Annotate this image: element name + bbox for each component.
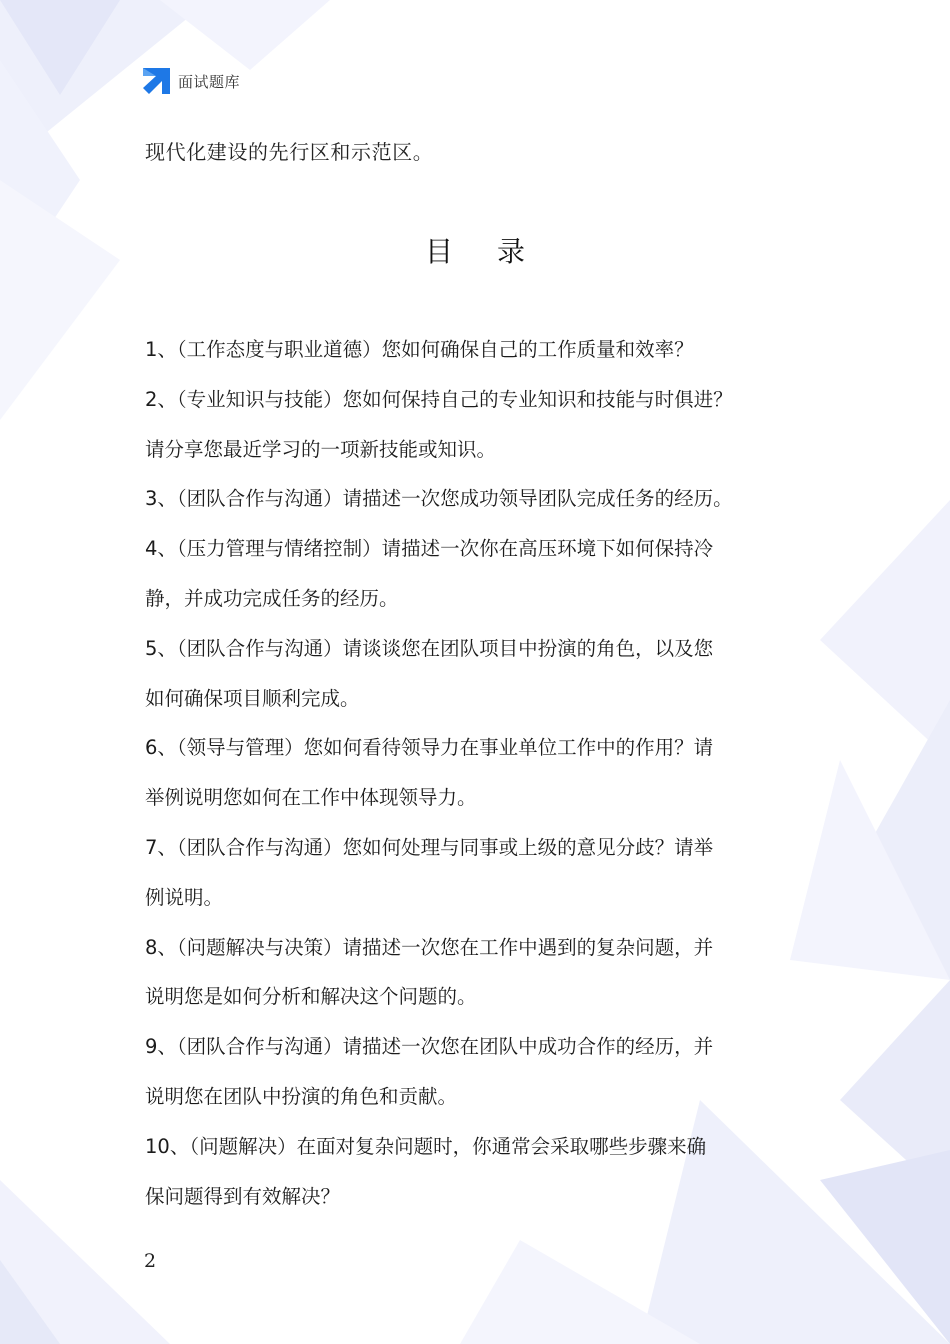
arrow-up-right-icon: [143, 68, 170, 94]
toc-line: 6、（领导与管理）您如何看待领导力在事业单位工作中的作用？请: [145, 736, 714, 760]
toc-title: [0, 230, 950, 270]
toc-line: 例说明。: [145, 885, 224, 909]
toc-line: 10、（问题解决）在面对复杂问题时，你通常会采取哪些步骤来确: [145, 1134, 707, 1158]
toc-line: 1、（工作态度与职业道德）您如何确保自己的工作质量和效率？: [145, 338, 694, 361]
page-number: 2: [144, 1250, 157, 1272]
toc-line: 8、（问题解决与决策）请描述一次您在工作中遇到的复杂问题，并: [145, 935, 714, 959]
toc-list: [145, 330, 830, 1226]
toc-title-char: 录: [497, 235, 526, 268]
page-header: [143, 68, 240, 94]
toc-line: 7、（团队合作与沟通）您如何处理与同事或上级的意见分歧？请举: [145, 835, 714, 859]
toc-line: 说明您在团队中扮演的角色和贡献。: [145, 1084, 458, 1108]
toc-line: 3、（团队合作与沟通）请描述一次您成功领导团队完成任务的经历。: [145, 487, 733, 511]
toc-line: 4、（压力管理与情绪控制）请描述一次你在高压环境下如何保持冷: [145, 537, 714, 561]
toc-line: 如何确保项目顺利完成。: [145, 686, 360, 710]
toc-line: 说明您是如何分析和解决这个问题的。: [145, 985, 477, 1009]
toc-line: 举例说明您如何在工作中体现领导力。: [145, 786, 477, 810]
toc-line: 2、（专业知识与技能）您如何保持自己的专业知识和技能与时俱进？: [145, 387, 733, 411]
toc-line: 静，并成功完成任务的经历。: [145, 586, 399, 610]
toc-line: 5、（团队合作与沟通）请谈谈您在团队项目中扮演的角色，以及您: [145, 636, 714, 660]
header-title: 面试题库: [178, 72, 241, 91]
toc-title-char: 目: [424, 235, 453, 268]
carry-over-paragraph: 现代化建设的先行区和示范区。: [145, 140, 434, 164]
toc-line: 请分享您最近学习的一项新技能或知识。: [145, 437, 497, 461]
toc-line: 保问题得到有效解决？: [145, 1184, 341, 1208]
toc-line: 9、（团队合作与沟通）请描述一次您在团队中成功合作的经历，并: [145, 1035, 714, 1059]
